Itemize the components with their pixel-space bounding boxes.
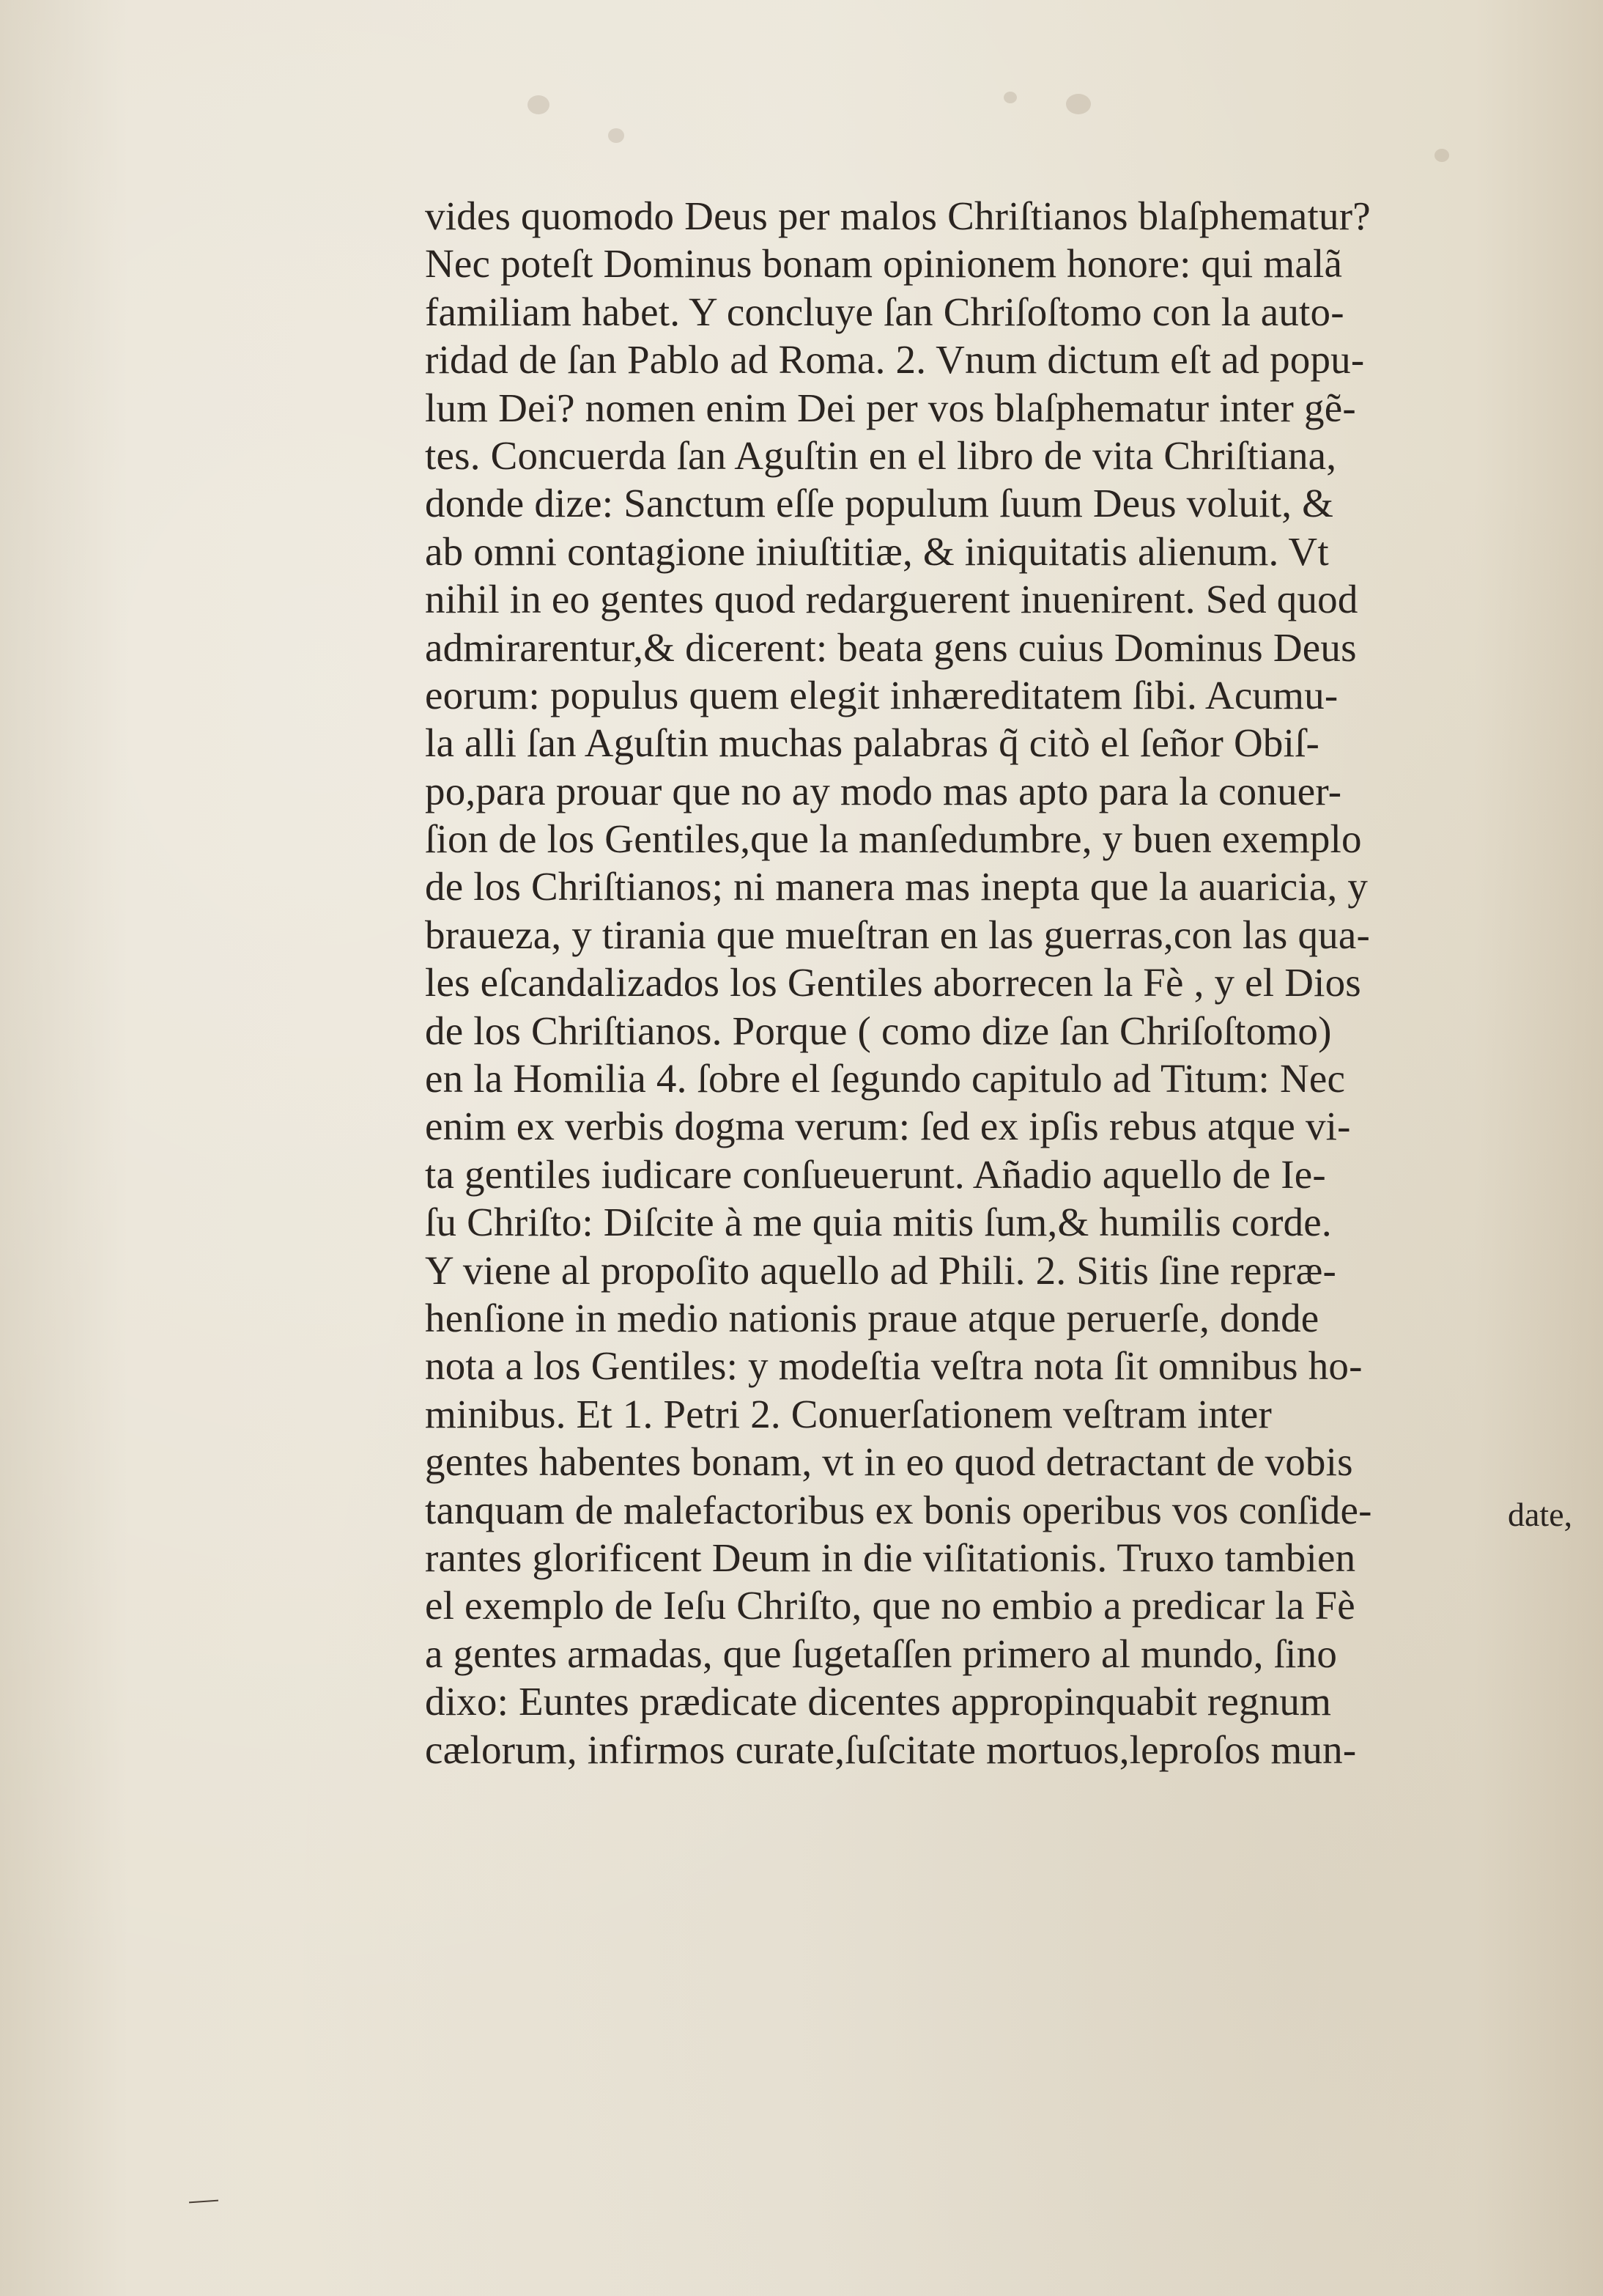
text-line: cælorum, infirmos curate,ſuſcitate mortuos,leproſos mun-: [425, 1727, 1357, 1772]
page-stain: [1434, 149, 1449, 162]
text-line: les eſcandalizados los Gentiles aborrecen la Fè , y el Dios: [425, 960, 1361, 1005]
text-line: ſu Chriſto: Diſcite à me quia mitis ſum,& humilis corde.: [425, 1200, 1332, 1245]
text-line: gentes habentes bonam, vt in eo quod detractant de vobis: [425, 1439, 1353, 1485]
text-line: admirarentur,& dicerent: beata gens cuius Dominus Deus: [425, 624, 1357, 670]
text-line: minibus. Et 1. Petri 2. Conuerſationem veſtram inter: [425, 1391, 1273, 1436]
text-line: lum Dei? nomen enim Dei per vos blaſphematur inter gẽ-: [425, 385, 1356, 430]
text-line: rantes glorificent Deum in die viſitationis. Truxo tambien: [425, 1535, 1356, 1580]
text-line: tes. Concuerda ſan Aguſtin en el libro de vita Chriſtiana,: [425, 432, 1337, 478]
page-stain: [1066, 94, 1091, 114]
text-line: ta gentiles iudicare conſueuerunt. Añadio aquello de Ie-: [425, 1151, 1326, 1197]
text-line: ab omni contagione iniuſtitiæ, & iniquitatis alienum. Vt: [425, 528, 1329, 574]
body-text: [425, 192, 1603, 1773]
margin-mark: [189, 2200, 218, 2204]
text-line: ſion de los Gentiles,que la manſedumbre, y buen exemplo: [425, 816, 1362, 862]
text-line: eorum: populus quem elegit inhæreditatem ſibi. Acumu-: [425, 672, 1339, 717]
text-line: a gentes armadas, que ſugetaſſen primero al mundo, ſino: [425, 1631, 1338, 1676]
page-stain: [527, 95, 549, 114]
text-line: de los Chriſtianos. Porque ( como dize ſan Chriſoſtomo): [425, 1008, 1332, 1053]
text-line: vides quomodo Deus per malos Chriſtianos blaſphematur?: [425, 193, 1371, 238]
page-stain: [1004, 92, 1017, 103]
text-line: enim ex verbis dogma verum: ſed ex ipſis rebus atque vi-: [425, 1104, 1351, 1149]
text-line: henſione in medio nationis praue atque peruerſe, donde: [425, 1295, 1319, 1340]
text-line: donde dize: Sanctum eſſe populum ſuum Deus voluit, &: [425, 481, 1334, 526]
text-line: ridad de ſan Pablo ad Roma. 2. Vnum dictum eſt ad popu-: [425, 337, 1365, 383]
text-line: Y viene al propoſito aquello ad Phili. 2. Sitis ſine repræ-: [425, 1247, 1337, 1293]
text-line: po,para prouar que no ay modo mas apto para la conuer-: [425, 768, 1342, 813]
text-line: dixo: Euntes prædicate dicentes appropinquabit regnum: [425, 1679, 1332, 1724]
text-line: nihil in eo gentes quod redarguerent inuenirent. Sed quod: [425, 577, 1358, 622]
text-line: nota a los Gentiles: y modeſtia veſtra nota ſit omnibus ho-: [425, 1343, 1363, 1389]
catchword: date,: [1508, 1496, 1573, 1533]
text-line: de los Chriſtianos; ni manera mas inepta que la auaricia, y: [425, 864, 1369, 909]
text-line: la alli ſan Aguſtin muchas palabras q̃ citò el ſeñor Obiſ-: [425, 720, 1320, 766]
text-line: el exemplo de Ieſu Chriſto, que no embio a predicar la Fè: [425, 1583, 1355, 1628]
text-line: en la Homilia 4. ſobre el ſegundo capitulo ad Titum: Nec: [425, 1056, 1346, 1101]
text-line: Nec poteſt Dominus bonam opinionem honore: qui malã: [425, 241, 1343, 287]
text-line: tanquam de malefactoribus ex bonis operibus vos conſide-: [425, 1487, 1372, 1532]
text-line: familiam habet. Y concluye ſan Chriſoſtomo con la auto-: [425, 289, 1344, 334]
page-stain: [608, 128, 624, 143]
text-line: braueza, y tirania que mueſtran en las guerras,con las qua-: [425, 912, 1370, 957]
